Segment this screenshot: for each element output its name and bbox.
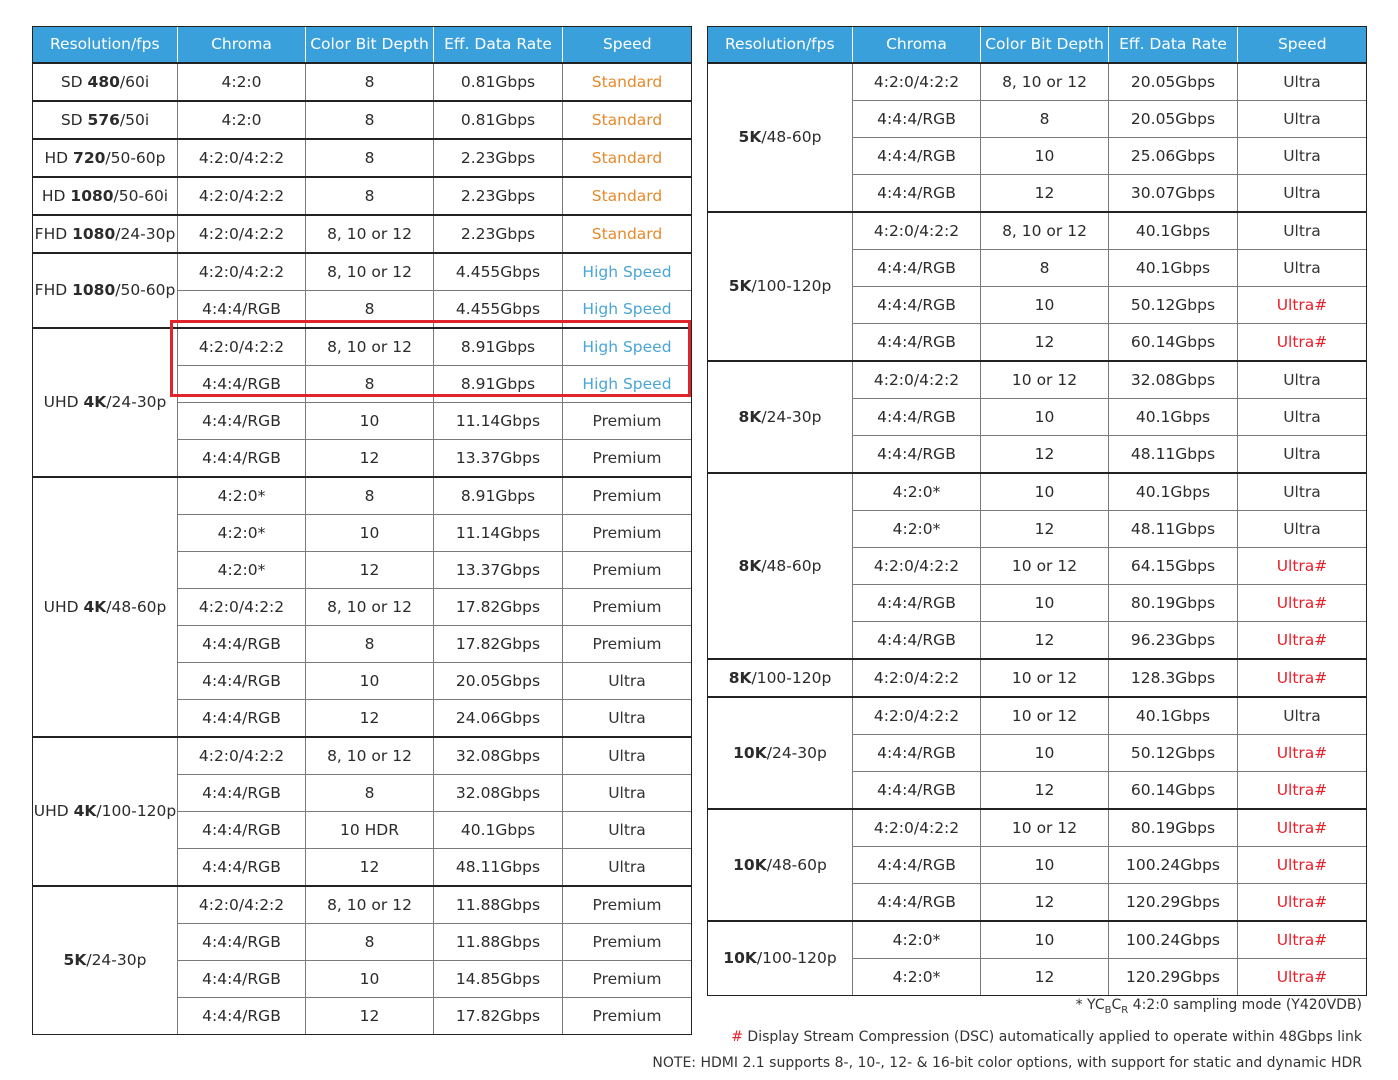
chroma-cell: 4:4:4/RGB	[178, 812, 306, 849]
speed-cell: Ultra	[563, 737, 692, 775]
bit-depth-cell: 8	[306, 775, 434, 812]
data-rate-cell: 64.15Gbps	[1109, 548, 1238, 585]
bit-depth-cell: 10	[306, 403, 434, 440]
table-row	[33, 886, 692, 924]
data-rate-cell: 120.29Gbps	[1109, 884, 1238, 922]
speed-cell: Ultra	[1238, 63, 1367, 101]
chroma-cell: 4:4:4/RGB	[178, 924, 306, 961]
bit-depth-cell: 8	[306, 626, 434, 663]
data-rate-cell: 100.24Gbps	[1109, 847, 1238, 884]
data-rate-cell: 2.23Gbps	[434, 215, 563, 253]
resolution-cell: 5K/24-30p	[33, 886, 178, 1035]
bit-depth-cell: 8	[306, 63, 434, 101]
chroma-cell: 4:4:4/RGB	[853, 884, 981, 922]
speed-cell: Ultra#	[1238, 884, 1367, 922]
header-data-rate: Eff. Data Rate	[1109, 26, 1238, 63]
speed-cell: Premium	[563, 403, 692, 440]
data-rate-cell: 60.14Gbps	[1109, 324, 1238, 362]
bit-depth-cell: 10	[306, 515, 434, 552]
bit-depth-cell: 8	[306, 139, 434, 177]
data-rate-cell: 11.14Gbps	[434, 403, 563, 440]
chroma-cell: 4:4:4/RGB	[853, 772, 981, 810]
chroma-cell: 4:4:4/RGB	[178, 366, 306, 403]
resolution-cell: 8K/24-30p	[708, 361, 853, 473]
bit-depth-cell: 12	[981, 175, 1109, 213]
table-row	[33, 139, 692, 177]
bit-depth-cell: 8, 10 or 12	[981, 212, 1109, 250]
table-row	[708, 659, 1367, 697]
table-row	[708, 809, 1367, 847]
data-rate-cell: 120.29Gbps	[1109, 959, 1238, 996]
chroma-cell: 4:2:0/4:2:2	[178, 253, 306, 291]
speed-cell: Ultra#	[1238, 548, 1367, 585]
table-row	[708, 473, 1367, 511]
data-rate-cell: 30.07Gbps	[1109, 175, 1238, 213]
resolution-cell: 8K/48-60p	[708, 473, 853, 659]
bit-depth-cell: 10	[981, 473, 1109, 511]
chroma-cell: 4:2:0/4:2:2	[178, 177, 306, 215]
chroma-cell: 4:4:4/RGB	[853, 735, 981, 772]
table-row	[33, 215, 692, 253]
data-rate-cell: 80.19Gbps	[1109, 585, 1238, 622]
speed-cell: Ultra	[1238, 473, 1367, 511]
table-row	[33, 737, 692, 775]
data-rate-cell: 96.23Gbps	[1109, 622, 1238, 660]
bit-depth-cell: 10 or 12	[981, 659, 1109, 697]
data-rate-cell: 128.3Gbps	[1109, 659, 1238, 697]
data-rate-cell: 60.14Gbps	[1109, 772, 1238, 810]
bit-depth-cell: 10	[981, 847, 1109, 884]
header-resolution: Resolution/fps	[708, 26, 853, 63]
resolution-cell: 8K/100-120p	[708, 659, 853, 697]
bit-depth-cell: 10 HDR	[306, 812, 434, 849]
data-rate-cell: 24.06Gbps	[434, 700, 563, 738]
chroma-cell: 4:2:0*	[853, 511, 981, 548]
bit-depth-cell: 8, 10 or 12	[306, 328, 434, 366]
chroma-cell: 4:4:4/RGB	[178, 998, 306, 1035]
data-rate-cell: 8.91Gbps	[434, 328, 563, 366]
data-rate-cell: 48.11Gbps	[1109, 436, 1238, 474]
speed-cell: High Speed	[563, 328, 692, 366]
resolution-cell: FHD 1080/50-60p	[33, 253, 178, 328]
data-rate-cell: 25.06Gbps	[1109, 138, 1238, 175]
bit-depth-cell: 8	[306, 291, 434, 329]
table-body	[33, 63, 692, 1035]
data-rate-cell: 17.82Gbps	[434, 626, 563, 663]
resolution-cell: UHD 4K/24-30p	[33, 328, 178, 477]
data-rate-cell: 17.82Gbps	[434, 589, 563, 626]
data-rate-cell: 32.08Gbps	[434, 737, 563, 775]
data-rate-cell: 20.05Gbps	[434, 663, 563, 700]
data-rate-cell: 8.91Gbps	[434, 477, 563, 515]
table-row	[708, 361, 1367, 399]
speed-cell: Ultra	[1238, 361, 1367, 399]
speed-cell: Premium	[563, 552, 692, 589]
data-rate-cell: 40.1Gbps	[1109, 399, 1238, 436]
bit-depth-cell: 10	[981, 399, 1109, 436]
bit-depth-cell: 8, 10 or 12	[306, 737, 434, 775]
header-speed: Speed	[1238, 26, 1367, 63]
chroma-cell: 4:4:4/RGB	[178, 700, 306, 738]
chroma-cell: 4:4:4/RGB	[853, 436, 981, 474]
data-rate-cell: 20.05Gbps	[1109, 101, 1238, 138]
header-row	[708, 26, 1367, 63]
bit-depth-cell: 10 or 12	[981, 548, 1109, 585]
speed-cell: High Speed	[563, 291, 692, 329]
bit-depth-cell: 8	[306, 924, 434, 961]
data-rate-cell: 0.81Gbps	[434, 101, 563, 139]
data-rate-cell: 50.12Gbps	[1109, 735, 1238, 772]
table-row	[708, 921, 1367, 959]
chroma-cell: 4:4:4/RGB	[853, 585, 981, 622]
table-row	[33, 177, 692, 215]
header-resolution: Resolution/fps	[33, 26, 178, 63]
chroma-cell: 4:4:4/RGB	[853, 250, 981, 287]
chroma-cell: 4:2:0/4:2:2	[853, 659, 981, 697]
header-chroma: Chroma	[178, 26, 306, 63]
bit-depth-cell: 10	[981, 735, 1109, 772]
chroma-cell: 4:2:0/4:2:2	[178, 139, 306, 177]
bit-depth-cell: 12	[306, 552, 434, 589]
bit-depth-cell: 8	[306, 177, 434, 215]
data-rate-cell: 100.24Gbps	[1109, 921, 1238, 959]
speed-cell: Ultra#	[1238, 659, 1367, 697]
data-rate-cell: 32.08Gbps	[434, 775, 563, 812]
speed-cell: Premium	[563, 589, 692, 626]
chroma-cell: 4:2:0/4:2:2	[853, 809, 981, 847]
bit-depth-cell: 10	[981, 921, 1109, 959]
chroma-cell: 4:2:0	[178, 101, 306, 139]
bit-depth-cell: 10	[306, 961, 434, 998]
speed-cell: Ultra	[563, 663, 692, 700]
bit-depth-cell: 10	[306, 663, 434, 700]
speed-cell: Ultra#	[1238, 959, 1367, 996]
bit-depth-cell: 8, 10 or 12	[306, 253, 434, 291]
chroma-cell: 4:4:4/RGB	[853, 138, 981, 175]
header-bit-depth: Color Bit Depth	[306, 26, 434, 63]
resolution-cell: 10K/24-30p	[708, 697, 853, 809]
speed-cell: Ultra	[1238, 250, 1367, 287]
data-rate-cell: 11.88Gbps	[434, 886, 563, 924]
speed-cell: Ultra#	[1238, 735, 1367, 772]
bit-depth-cell: 10 or 12	[981, 361, 1109, 399]
speed-cell: Ultra	[563, 700, 692, 738]
chroma-cell: 4:4:4/RGB	[178, 961, 306, 998]
speed-cell: Ultra	[1238, 399, 1367, 436]
data-rate-cell: 11.14Gbps	[434, 515, 563, 552]
data-rate-cell: 40.1Gbps	[1109, 212, 1238, 250]
table-row	[708, 212, 1367, 250]
speed-cell: Ultra	[1238, 436, 1367, 474]
chroma-cell: 4:4:4/RGB	[178, 663, 306, 700]
bit-depth-cell: 12	[981, 884, 1109, 922]
data-rate-cell: 2.23Gbps	[434, 139, 563, 177]
speed-cell: Premium	[563, 924, 692, 961]
table-row	[708, 63, 1367, 101]
speed-cell: Standard	[563, 63, 692, 101]
chroma-cell: 4:2:0*	[853, 921, 981, 959]
speed-cell: Ultra	[1238, 212, 1367, 250]
data-rate-cell: 40.1Gbps	[1109, 473, 1238, 511]
speed-cell: Premium	[563, 440, 692, 478]
chroma-cell: 4:4:4/RGB	[853, 175, 981, 213]
data-rate-cell: 48.11Gbps	[1109, 511, 1238, 548]
bit-depth-cell: 8	[981, 101, 1109, 138]
speed-cell: Ultra	[1238, 175, 1367, 213]
header-speed: Speed	[563, 26, 692, 63]
bit-depth-cell: 10 or 12	[981, 697, 1109, 735]
chroma-cell: 4:2:0/4:2:2	[178, 589, 306, 626]
data-rate-cell: 8.91Gbps	[434, 366, 563, 403]
highlight-box	[170, 320, 691, 397]
data-rate-cell: 40.1Gbps	[1109, 250, 1238, 287]
bit-depth-cell: 8, 10 or 12	[306, 886, 434, 924]
speed-cell: High Speed	[563, 366, 692, 403]
chroma-cell: 4:4:4/RGB	[853, 324, 981, 362]
chroma-cell: 4:4:4/RGB	[853, 287, 981, 324]
data-rate-cell: 17.82Gbps	[434, 998, 563, 1035]
resolution-cell: UHD 4K/48-60p	[33, 477, 178, 737]
speed-cell: Ultra#	[1238, 847, 1367, 884]
resolution-cell: HD 1080/50-60i	[33, 177, 178, 215]
chroma-cell: 4:2:0/4:2:2	[853, 212, 981, 250]
speed-cell: Ultra#	[1238, 772, 1367, 810]
chroma-cell: 4:2:0/4:2:2	[853, 63, 981, 101]
bit-depth-cell: 12	[981, 324, 1109, 362]
speed-cell: Ultra#	[1238, 809, 1367, 847]
chroma-cell: 4:2:0	[178, 63, 306, 101]
data-rate-cell: 13.37Gbps	[434, 552, 563, 589]
bit-depth-cell: 10 or 12	[981, 809, 1109, 847]
hdmi-table-right	[707, 26, 1367, 996]
data-rate-cell: 50.12Gbps	[1109, 287, 1238, 324]
speed-cell: Ultra#	[1238, 921, 1367, 959]
data-rate-cell: 40.1Gbps	[1109, 697, 1238, 735]
speed-cell: Standard	[563, 215, 692, 253]
table-row	[33, 101, 692, 139]
chroma-cell: 4:4:4/RGB	[178, 775, 306, 812]
data-rate-cell: 48.11Gbps	[434, 849, 563, 887]
speed-cell: Ultra	[563, 849, 692, 887]
footnote-ycbcr: * $YC_BC_R$ 4:2:0 sampling mode (Y420VDB)	[1075, 997, 1362, 1016]
resolution-cell: 10K/48-60p	[708, 809, 853, 921]
data-rate-cell: 32.08Gbps	[1109, 361, 1238, 399]
resolution-cell: UHD 4K/100-120p	[33, 737, 178, 886]
speed-cell: Standard	[563, 139, 692, 177]
bit-depth-cell: 8, 10 or 12	[981, 63, 1109, 101]
header-data-rate: Eff. Data Rate	[434, 26, 563, 63]
bit-depth-cell: 10	[981, 138, 1109, 175]
bit-depth-cell: 8	[306, 101, 434, 139]
data-rate-cell: 2.23Gbps	[434, 177, 563, 215]
speed-cell: Ultra#	[1238, 585, 1367, 622]
bit-depth-cell: 8	[981, 250, 1109, 287]
table-body	[708, 63, 1367, 996]
data-rate-cell: 11.88Gbps	[434, 924, 563, 961]
chroma-cell: 4:2:0/4:2:2	[178, 328, 306, 366]
resolution-cell: 5K/48-60p	[708, 63, 853, 212]
table-row	[33, 477, 692, 515]
speed-cell: High Speed	[563, 253, 692, 291]
data-rate-cell: 4.455Gbps	[434, 291, 563, 329]
chroma-cell: 4:2:0/4:2:2	[178, 886, 306, 924]
chroma-cell: 4:2:0/4:2:2	[853, 361, 981, 399]
table-row	[33, 63, 692, 101]
speed-cell: Premium	[563, 477, 692, 515]
bit-depth-cell: 12	[306, 998, 434, 1035]
header-row	[33, 26, 692, 63]
speed-cell: Ultra#	[1238, 622, 1367, 660]
chroma-cell: 4:4:4/RGB	[853, 399, 981, 436]
speed-cell: Premium	[563, 515, 692, 552]
chroma-cell: 4:4:4/RGB	[178, 849, 306, 887]
speed-cell: Ultra#	[1238, 324, 1367, 362]
chroma-cell: 4:2:0/4:2:2	[178, 215, 306, 253]
bit-depth-cell: 12	[981, 622, 1109, 660]
speed-cell: Ultra#	[1238, 287, 1367, 324]
speed-cell: Ultra	[1238, 697, 1367, 735]
speed-cell: Ultra	[563, 812, 692, 849]
resolution-cell: HD 720/50-60p	[33, 139, 178, 177]
speed-cell: Ultra	[1238, 511, 1367, 548]
resolution-cell: SD 576/50i	[33, 101, 178, 139]
data-rate-cell: 40.1Gbps	[434, 812, 563, 849]
bit-depth-cell: 12	[981, 436, 1109, 474]
data-rate-cell: 0.81Gbps	[434, 63, 563, 101]
chroma-cell: 4:4:4/RGB	[178, 291, 306, 329]
chroma-cell: 4:4:4/RGB	[178, 440, 306, 478]
bit-depth-cell: 12	[306, 700, 434, 738]
bit-depth-cell: 8, 10 or 12	[306, 589, 434, 626]
speed-cell: Standard	[563, 177, 692, 215]
chroma-cell: 4:4:4/RGB	[853, 622, 981, 660]
chroma-cell: 4:4:4/RGB	[178, 626, 306, 663]
speed-cell: Premium	[563, 961, 692, 998]
chroma-cell: 4:2:0*	[853, 959, 981, 996]
speed-cell: Ultra	[1238, 138, 1367, 175]
bit-depth-cell: 8, 10 or 12	[306, 215, 434, 253]
speed-cell: Premium	[563, 886, 692, 924]
footnote-dsc: # Display Stream Compression (DSC) automatically applied to operate within 48Gbps link	[731, 1028, 1362, 1045]
speed-cell: Standard	[563, 101, 692, 139]
data-rate-cell: 13.37Gbps	[434, 440, 563, 478]
table-row	[708, 697, 1367, 735]
bit-depth-cell: 8	[306, 477, 434, 515]
resolution-cell: FHD 1080/24-30p	[33, 215, 178, 253]
chroma-cell: 4:2:0/4:2:2	[853, 548, 981, 585]
bit-depth-cell: 8	[306, 366, 434, 403]
data-rate-cell: 80.19Gbps	[1109, 809, 1238, 847]
footnote-note: NOTE: HDMI 2.1 supports 8-, 10-, 12- & 16-bit color options, with support for static and dynamic HDR	[652, 1054, 1362, 1071]
chroma-cell: 4:4:4/RGB	[853, 101, 981, 138]
bit-depth-cell: 10	[981, 287, 1109, 324]
header-bit-depth: Color Bit Depth	[981, 26, 1109, 63]
resolution-cell: SD 480/60i	[33, 63, 178, 101]
data-rate-cell: 4.455Gbps	[434, 253, 563, 291]
hdmi-table-left	[32, 26, 692, 1035]
chroma-cell: 4:4:4/RGB	[853, 847, 981, 884]
bit-depth-cell: 12	[981, 511, 1109, 548]
data-rate-cell: 20.05Gbps	[1109, 63, 1238, 101]
chroma-cell: 4:4:4/RGB	[178, 403, 306, 440]
bit-depth-cell: 12	[306, 440, 434, 478]
chroma-cell: 4:2:0*	[853, 473, 981, 511]
chroma-cell: 4:2:0*	[178, 477, 306, 515]
resolution-cell: 5K/100-120p	[708, 212, 853, 361]
footnotes	[652, 992, 1362, 1076]
table-row	[33, 253, 692, 291]
resolution-cell: 10K/100-120p	[708, 921, 853, 996]
chroma-cell: 4:2:0*	[178, 515, 306, 552]
bit-depth-cell: 12	[981, 772, 1109, 810]
bit-depth-cell: 12	[981, 959, 1109, 996]
bit-depth-cell: 10	[981, 585, 1109, 622]
speed-cell: Ultra	[563, 775, 692, 812]
chroma-cell: 4:2:0*	[178, 552, 306, 589]
speed-cell: Ultra	[1238, 101, 1367, 138]
chroma-cell: 4:2:0/4:2:2	[853, 697, 981, 735]
speed-cell: Premium	[563, 626, 692, 663]
speed-cell: Premium	[563, 998, 692, 1035]
header-chroma: Chroma	[853, 26, 981, 63]
data-rate-cell: 14.85Gbps	[434, 961, 563, 998]
chroma-cell: 4:2:0/4:2:2	[178, 737, 306, 775]
bit-depth-cell: 12	[306, 849, 434, 887]
